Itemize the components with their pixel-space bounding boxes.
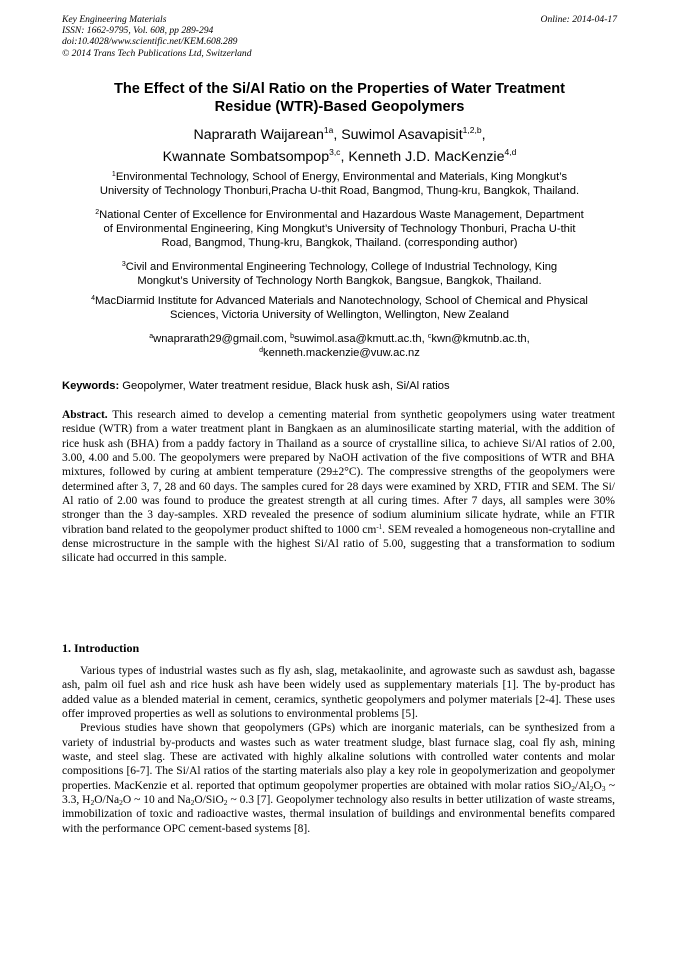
author-name: Suwimol Asavapisit <box>341 127 463 143</box>
journal-copyright: © 2014 Trans Tech Publications Ltd, Switzerland <box>62 47 252 59</box>
keywords <box>62 379 617 393</box>
abstract-label: Abstract. <box>62 409 108 421</box>
author-name: Kwannate Sombatsompop <box>162 149 330 165</box>
email-c[interactable]: kwn@kmutnb.ac.th, <box>431 333 530 345</box>
journal-issn: ISSN: 1662-9795, Vol. 608, pp 289-294 <box>62 25 214 37</box>
introduction-body <box>62 664 615 836</box>
affiliation-text: Civil and Environmental Engineering Technology, College of Industrial Technology, King <box>125 261 558 273</box>
affiliation-number: 1 <box>111 171 116 178</box>
affiliation-text: MacDiarmid Institute for Advanced Materials and Nanotechnology, School of Chemical and Physical <box>94 295 588 307</box>
author-separator: , <box>333 127 342 143</box>
author-emails: $^a$wnaprarath29@gmail.com, $^b$suwimol.asa@kmutt.ac.th, $^c$kwn@kmutnb.ac.th, $^d$kenneth.mackenzie@vuw.ac.nz <box>149 333 530 360</box>
affiliation-number: 2 <box>95 209 100 216</box>
keywords-label: Keywords: <box>62 380 120 392</box>
title-line-1: The Effect of the Si/Al Ratio on the Properties of Water Treatment <box>113 81 566 97</box>
affiliation-number: 3 <box>121 261 126 268</box>
affiliation-3 <box>62 260 617 288</box>
author-superscript: 1,2,b <box>462 125 482 135</box>
intro-paragraph-2: Previous studies have shown that geopolymers (GPs) which are inorganic materials, can be synthesized from a variety of industrial by-products and wastes such as water treatment sludge, blast furnace slag, coal fly ash, mining waste, and steel slag. These are activated with highly alkaline solutions with controlled water contents and molar compositions [6-7]. The Si/Al ratios of the starting materials also play a key role in geopolymerization and geopolymer properties. MacKenzie et al. reported that optimum geopolymer properties are obtained with molar ratios $SiO_2/Al_2O_3$ ~ 3.3, $H_2O/Na_2O$ ~ 10 and $Na_2O/SiO_2$ ~ 0.3 [7]. Geopolymer technology also results in better utilization of waste streams, immobilization of toxic and radioactive wastes, thermal insulation of buildings and environmental benefits compared with the performance OPC cement-based systems [8]. <box>62 722 615 835</box>
keywords-text: Geopolymer, Water treatment residue, Black husk ash, Si/Al ratios <box>119 380 450 392</box>
abstract-text: . SEM revealed a homogeneous non-crytalline and dense microstructure in the sample with the highest Si/Al ratio of 5.00, suggesting that a transformation to sodium silicate had occurred in this sample. <box>62 523 615 565</box>
email-a[interactable]: wnaprarath29@gmail.com, <box>153 333 291 345</box>
affiliation-2 <box>62 208 617 251</box>
affiliation-text: Road, Bangmod, Thung-kru, Bangkok, Thailand. (corresponding author) <box>161 237 518 250</box>
affiliation-text: Mongkut’s University of Technology North Bangkok, Bangsue, Bangkok, Thailand. <box>137 275 542 288</box>
author-superscript: 4,d <box>504 147 517 157</box>
author-separator: , <box>340 149 349 165</box>
affiliation-text: of Environmental Engineering, King Mongkut’s University of Technology Thonburi, Pracha U-thit <box>103 223 576 236</box>
abstract <box>62 408 615 566</box>
email-d[interactable]: kenneth.mackenzie@vuw.ac.nz <box>263 347 420 360</box>
paper-title <box>62 80 617 116</box>
author-superscript: 3,c <box>329 147 341 157</box>
title-line-2: Residue (WTR)-Based Geopolymers <box>214 99 465 115</box>
journal-name: Key Engineering Materials <box>62 14 167 25</box>
author-line-1: Naprarath Waijarean$^{1a}$, Suwimol Asavapisit$^{1,2,b}$, <box>193 125 486 143</box>
author-list <box>62 124 617 168</box>
journal-header <box>62 14 617 59</box>
affiliation-text: University of Technology Thonburi,Pracha U-thit Road, Bangmod, Thung-kru, Bangkok, Thailand. <box>99 185 580 198</box>
journal-doi: doi:10.4028/www.scientific.net/KEM.608.289 <box>62 36 238 48</box>
affiliation-4 <box>62 294 617 322</box>
author-superscript: 1a <box>323 125 334 135</box>
section-heading-introduction: 1. Introduction <box>62 641 140 655</box>
online-date: Online: 2014-04-17 <box>540 14 617 25</box>
author-line-2 <box>62 146 617 168</box>
affiliation-1 <box>62 170 617 198</box>
abstract-text: This research aimed to develop a cementing material from synthetic geopolymers using water treatment residue (WTR) from a water treatment plant in Bangkaen as an aluminosilicate starting material, with the addition of rice husk ash (BHA) from a paddy factory in Thailand as a source of crystalline silica, to achieve Si/Al ratios of 2.00, 3.00, 4.00 and 5.00. The geopolymers were prepared by NaOH activation of the five compositions of WTR and BHA mixtures, followed by curing at ambient temperature (29±2°C). The compressive strengths of the geopolymers were determined after 3, 7, 28 and 60 days. The samples cured for 28 days were examined by XRD, FTIR and SEM. The Si/ Al ratio of 2.00 was found to produce the greatest strength at all curing times. After 7 days, all samples were 30% stronger than the 3 day-samples. XRD revealed the presence of sodium aluminium silicate hydrate, while an FTIR vibration band related to the geopolymer product shifted to 1000 cm <box>62 409 615 536</box>
email-b[interactable]: suwimol.asa@kmutt.ac.th, <box>294 333 428 345</box>
author-name: Kenneth J.D. MacKenzie <box>348 149 505 165</box>
affiliation-text: National Center of Excellence for Environmental and Hazardous Waste Management, Department <box>99 209 584 221</box>
abstract-superscript: -1 <box>376 522 383 531</box>
affiliation-text: Sciences, Victoria University of Wellington, Wellington, New Zealand <box>170 309 509 322</box>
author-name: Naprarath Waijarean <box>193 127 324 143</box>
intro-paragraph-1: Various types of industrial wastes such as fly ash, slag, metakaolinite, and agrowaste such as sawdust ash, bagasse ash, palm oil fuel ash and rice husk ash have been widely used as supplementary materials [1]. The by-product has added value as a blended material in cement, ceramics, synthetic geopolymers and polymer materials [2-4]. These uses offer improved properties as well as solutions to environmental problems [5]. <box>62 665 615 721</box>
affiliation-number: 4 <box>91 295 95 302</box>
affiliation-text: Environmental Technology, School of Energy, Environmental and Materials, King Mongkut’s <box>115 171 568 183</box>
